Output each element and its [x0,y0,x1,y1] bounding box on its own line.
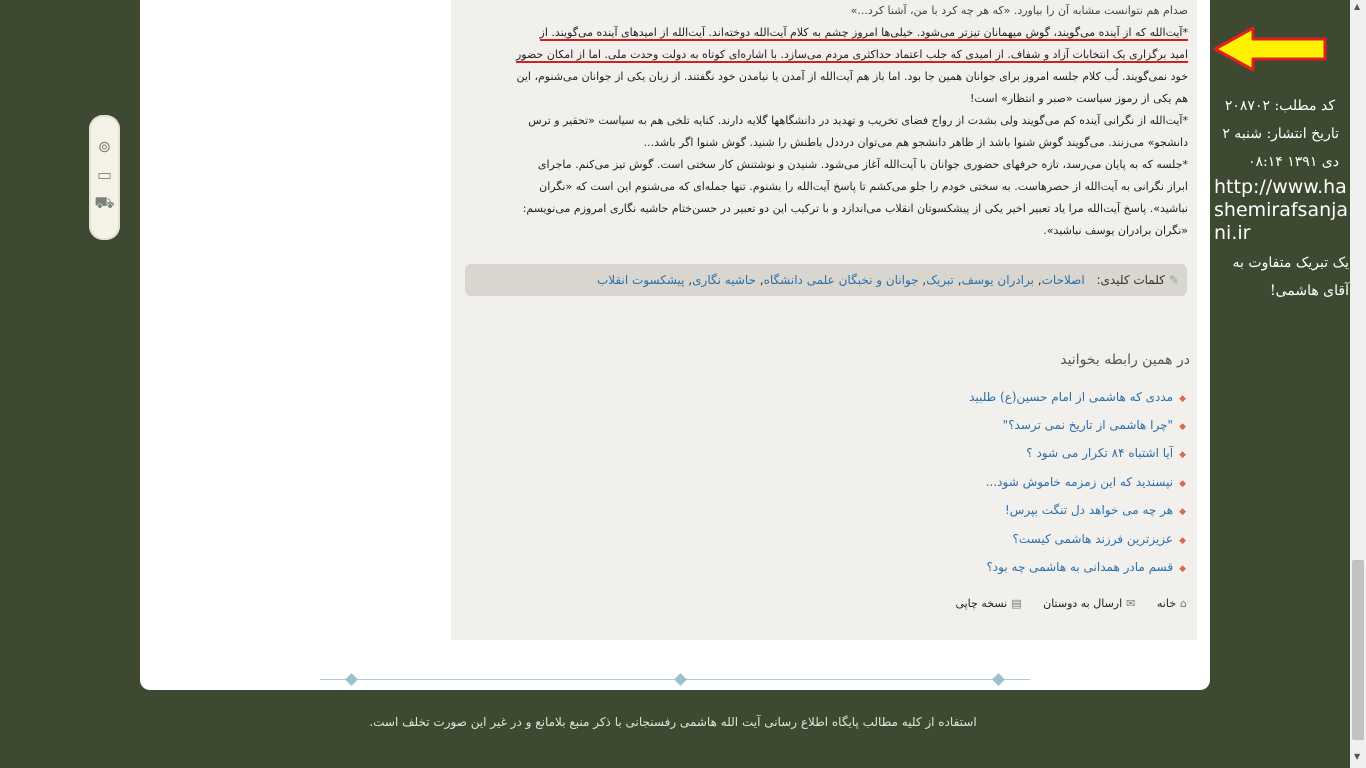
printer-icon: ▤ [1011,597,1022,610]
cart-icon[interactable]: ⛟ [94,193,115,212]
article-line: «نگران برادران یوسف نباشید». [1043,224,1188,237]
note-line: یک تبریک متفاوت به [1232,255,1349,271]
send-label[interactable]: ارسال به دوستان [1043,597,1123,610]
article-body [462,0,1188,242]
publish-date: تاریخ انتشار: شنبه ۲ [1222,126,1339,142]
related-link[interactable] [1012,532,1186,546]
book-icon[interactable]: ▭ [96,165,113,184]
article-line [462,22,1188,44]
article-code: کد مطلب: ۲۰۸۷۰۲ [1224,98,1335,114]
home-link[interactable] [1157,597,1187,610]
scroll-down-icon[interactable]: ▼ [1354,752,1361,761]
article-line-text: *آیت‌الله که از آینده می‌گویند، گوش میهمانان تیزتر می‌شود. خیلی‌ها امروز چشم به کلام آیت‌الله دوخته‌اند. آیت‌الله از امیدهای آینده می‌گویند. از [539,26,1188,39]
keyword-link[interactable]: اصلاحات [1041,273,1085,287]
footer-copyright: استفاده از کلیه مطالب پایگاه اطلاع رسانی آیت الله هاشمی رفسنجانی با ذکر منبع بلامانع و در غیر این صورت تخلف است. [369,715,977,729]
publish-date-cont: دی ۱۳۹۱ ۰۸:۱۴ [1248,154,1339,170]
related-link-text[interactable]: عزیزترین فرزند هاشمی کیست؟ [1012,532,1174,546]
keyword-link[interactable]: برادران یوسف [961,273,1034,287]
bullet-icon: ◆ [1179,564,1186,574]
scroll-up-icon[interactable]: ▲ [1354,2,1361,11]
related-link[interactable] [969,390,1186,404]
tag-icon: ✎ [1168,273,1179,287]
home-label[interactable]: خانه [1156,597,1177,610]
related-link-text[interactable]: قسم مادر همدانی به هاشمی چه بود؟ [986,560,1174,574]
article-line: صدام هم نتوانست مشابه آن را بیاورد. «که هر چه کرد با من، آشنا کرد...» [850,4,1188,17]
related-title: در همین رابطه بخوانید [1060,352,1190,368]
side-toolbar [89,115,120,240]
article-line: *جلسه که به پایان می‌رسد، تازه حرفهای حضوری جوانان با آیت‌الله آغاز می‌شود. شنیدن و نوشتنش کار سختی است. گوش تیز می‌کنم. ماجرای [537,158,1188,171]
article-line: نباشید». پاسخ آیت‌الله مرا یاد تعبیر اخیر یکی از پیشکسوتان انقلاب می‌اندازد و با ترکیب این دو تعبیر در حسن‌ختام حاشیه نگاری امروزم می‌نویسم: [522,202,1188,215]
keyword-link[interactable]: حاشیه نگاری [692,273,756,287]
article-line: ابراز نگرانی به آیت‌الله از حصرهاست. به سختی خودم را جلو می‌کشم تا پاسخ آیت‌الله را بشنوم. تنها جمله‌ای که می‌شنوم این است که «نگران [539,180,1188,193]
related-link[interactable] [986,560,1186,574]
keywords-label: کلمات کلیدی: [1096,273,1165,287]
send-link[interactable] [1043,597,1135,610]
related-link-text[interactable]: آیا اشتباه ۸۴ تکرار می شود ؟ [1026,446,1174,460]
keywords-box: ✎کلمات کلیدی: اصلاحات, برادران یوسف, تبریک, جوانان و نخبگان علمی دانشگاه, حاشیه نگاری, پیشکسوت انقلاب [465,264,1187,296]
related-link-text[interactable]: هر چه می خواهد دل تنگت بپرس! [1004,503,1174,517]
scroll-thumb[interactable] [1352,560,1364,740]
article-line: هم یکی از رموز سیاست «صبر و انتظار» است! [970,92,1188,105]
note-line: آقای هاشمی! [1269,283,1349,299]
related-link-text[interactable]: "چرا هاشمی از تاریخ نمی ترسد؟" [1002,418,1174,432]
related-link-text[interactable]: نپسندید که این زمزمه خاموش شود... [985,475,1174,489]
podcast-icon[interactable]: ⊚ [97,137,112,156]
annotation-panel [1214,92,1349,305]
bullet-icon: ◆ [1179,450,1186,460]
article-line: *آیت‌الله از نگرانی آینده کم می‌گویند ولی بشدت از رواج فضای تخریب و تهدید در دانشگاهها گلایه دارند. کنایه تلخی هم به سیاست «تحقیر و ترس [528,114,1188,127]
related-link[interactable] [1026,446,1186,460]
page-scrollbar[interactable] [1350,0,1366,768]
article-line [462,44,1188,66]
keyword-link[interactable]: پیشکسوت انقلاب [597,273,685,287]
bullet-icon: ◆ [1179,394,1186,404]
envelope-icon: ✉ [1126,597,1136,610]
article-line: خود نمی‌گویند. لُب کلام جلسه امروز برای جوانان همین جا بود. اما باز هم آیت‌الله از آمدن یا نیامدن خود نگفتند. از زبان یکی از جوانان می‌شنوم، این [516,70,1188,83]
arrow-pointer-icon [1213,26,1329,72]
related-link-text[interactable]: مددی که هاشمی از امام حسین(ع) طلبید [969,390,1174,404]
keyword-link[interactable]: جوانان و نخبگان علمی دانشگاه [763,273,919,287]
article-line-text: امید برگزاری یک انتخابات آزاد و شفاف. از امیدی که جلب اعتماد حداکثری مردم می‌سازد. با اشاره‌ای کوتاه به دولت وحدت ملی. اما از امکان حضور [515,48,1188,61]
related-link[interactable] [1003,418,1186,432]
related-link[interactable] [1005,503,1186,517]
related-articles [940,352,1190,574]
site-url: http://www.hashemirafsanjani.ir [1214,176,1349,244]
bullet-icon: ◆ [1179,422,1186,432]
related-link[interactable] [986,475,1186,489]
bullet-icon: ◆ [1179,507,1186,517]
print-label[interactable]: نسخه چاپی [955,597,1008,610]
print-link[interactable] [955,597,1021,610]
bullet-icon: ◆ [1179,536,1186,546]
home-icon: ⌂ [1180,597,1187,610]
keyword-link[interactable]: تبریک [926,273,954,287]
article-line: دانشجو» می‌زنند. می‌گویند گوش شنوا باشد از ظاهر دانشجو هم می‌توان درددل باطنش را شنید. گوش شنوا اگر باشد... [643,136,1188,149]
bullet-icon: ◆ [1179,479,1186,489]
article-actions [937,597,1187,610]
